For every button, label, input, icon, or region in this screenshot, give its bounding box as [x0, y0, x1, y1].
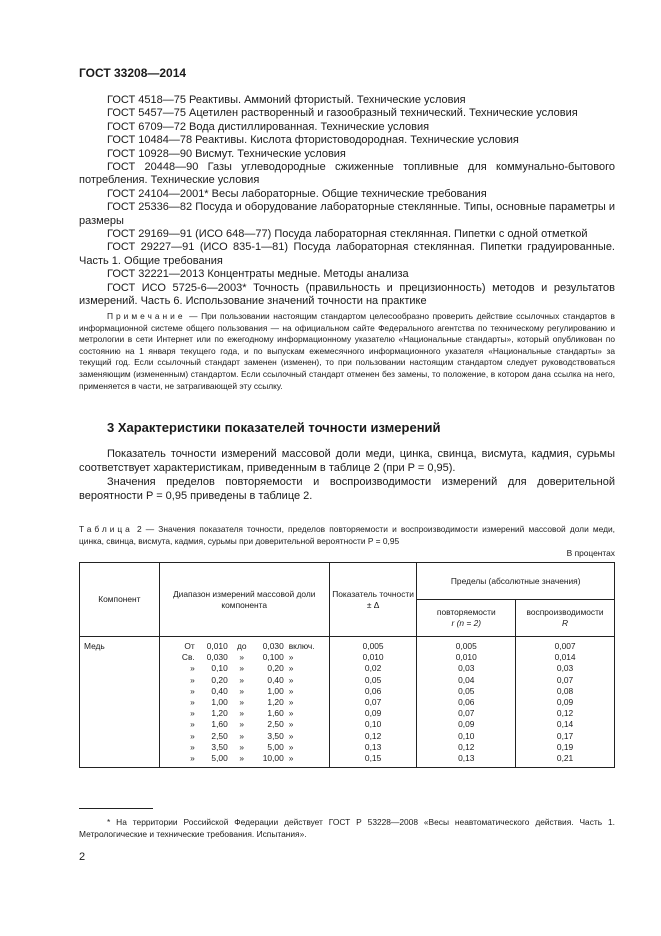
range-row	[160, 641, 329, 652]
range-part: »	[190, 730, 195, 741]
range-part: »	[239, 719, 245, 730]
range-part: 1,00	[267, 685, 284, 696]
accuracy-value: 0,15	[364, 753, 382, 764]
header-reproducibility	[516, 600, 615, 637]
note-label: Примечание	[107, 311, 186, 321]
range-row	[160, 675, 329, 686]
range-part: 0,20	[211, 674, 228, 685]
accuracy-value: 0,010	[362, 652, 384, 663]
reproducibility-value: 0,09	[556, 697, 574, 708]
range-part: »	[239, 753, 245, 764]
accuracy-value: 0,12	[364, 730, 382, 741]
range-part: »	[288, 753, 294, 764]
reference-item: ГОСТ ИСО 5725-6—2003* Точность (правильность и прецизионность) методов и результатов измерений. Часть 6. Использование значений точности на практике	[79, 281, 615, 308]
range-part: 3,50	[211, 741, 228, 752]
range-part: »	[239, 697, 245, 708]
accuracy-value: 0,02	[364, 663, 382, 674]
accuracy-value: 0,005	[362, 641, 384, 651]
range-row	[160, 697, 329, 708]
accuracy-column	[329, 637, 417, 768]
reference-item: ГОСТ 5457—75 Ацетилен растворенный и газообразный технический. Технические условия	[107, 107, 578, 120]
component-cell: Медь	[80, 637, 160, 768]
repeatability-value: 0,03	[458, 663, 475, 674]
range-part: 0,40	[211, 685, 228, 696]
range-part: 3,50	[267, 730, 284, 741]
range-part: 2,50	[211, 730, 228, 741]
reference-item: ГОСТ 29227—91 (ИСО 835-1—81) Посуда лабораторная стеклянная. Пипетки градуированные. Часть 1. Общие требования	[79, 241, 615, 267]
accuracy-table	[79, 562, 615, 768]
range-row	[160, 742, 329, 753]
range-row	[160, 652, 329, 663]
reproducibility-value: 0,07	[556, 674, 574, 685]
accuracy-value: 0,09	[364, 708, 382, 719]
range-part: 2,50	[267, 719, 284, 730]
reference-item: ГОСТ 20448—90 Газы углеводородные сжиженные топливные для коммунально-бытового потребления. Технические условия	[79, 161, 615, 187]
header-limits: Пределы (абсолютные значения)	[417, 563, 615, 600]
reference-item: ГОСТ 32221—2013 Концентраты медные. Методы анализа	[107, 268, 409, 281]
range-part: 10,00	[262, 753, 284, 764]
range-part: 0,030	[262, 641, 284, 651]
range-part: 0,40	[267, 674, 284, 685]
repeatability-value: 0,12	[458, 741, 475, 752]
reference-item: ГОСТ 25336—82 Посуда и оборудование лабораторные стеклянные. Типы, основные параметры и размеры	[79, 201, 615, 227]
range-part: »	[239, 708, 245, 719]
range-row	[160, 663, 329, 674]
accuracy-value: 0,10	[364, 719, 382, 730]
range-part: »	[288, 719, 294, 730]
references-list	[79, 94, 615, 309]
range-part: 0,010	[206, 641, 228, 651]
range-part: »	[239, 663, 245, 674]
accuracy-value: 0,13	[364, 741, 382, 752]
note-text: — При пользовании настоящим стандартом целесообразно проверить действие ссылочных стандартов в информационной системе общего пользования — на официальном сайте Федерального агентства по техническому регулированию и метрологии в сети Интернет или по ежегодному информационному указателю «Национальные стандарты», который опубликован по состоянию на 1 января текущего года, и по выпускам ежемесячного информационного указателя «Национальные стандарты» за текущий год. Если ссылочный стандарт заменен (изменен), то при пользовании настоящим стандартом следует руководствоваться заменяющим (измененным) стандартом. Если ссылочный стандарт отменен без замены, то положение, в котором дана ссылка на него, применяется в части, не затрагивающей эту ссылку.	[79, 311, 616, 391]
range-part: 0,100	[262, 652, 284, 663]
range-part: до	[236, 641, 247, 651]
repeatability-value: 0,13	[458, 753, 475, 764]
range-part: »	[239, 685, 245, 696]
footnote-divider	[79, 808, 153, 809]
range-part: »	[190, 753, 195, 764]
reproducibility-column	[516, 637, 615, 768]
range-part: »	[288, 663, 294, 674]
reproducibility-value: 0,17	[556, 730, 574, 741]
range-part: 5,00	[267, 741, 284, 752]
range-part: »	[190, 674, 195, 685]
range-part: »	[288, 697, 294, 708]
range-row	[160, 719, 329, 730]
note-paragraph	[79, 311, 615, 392]
section-title: 3 Характеристики показателей точности измерений	[107, 420, 441, 435]
range-part: 1,60	[211, 719, 228, 730]
reproducibility-value: 0,19	[556, 741, 574, 752]
reproducibility-value: 0,08	[556, 685, 574, 696]
header-repeatability-label: повторяемости	[436, 607, 496, 617]
repeatability-value: 0,005	[455, 641, 477, 651]
reference-item: ГОСТ 4518—75 Реактивы. Аммоний фтористый. Технические условия	[107, 94, 466, 106]
header-repeatability-symbol: r (n = 2)	[451, 618, 482, 628]
range-part: »	[239, 741, 245, 752]
accuracy-value: 0,07	[364, 697, 382, 708]
range-part: »	[288, 741, 294, 752]
repeatability-value: 0,10	[458, 730, 475, 741]
range-part: »	[190, 685, 195, 696]
range-part: »	[239, 730, 245, 741]
repeatability-column	[417, 637, 516, 768]
page-number: 2	[79, 851, 86, 863]
range-part: »	[239, 674, 245, 685]
range-row	[160, 731, 329, 742]
range-part: »	[190, 719, 195, 730]
range-part: »	[288, 685, 294, 696]
header-range: Диапазон измерений массовой доли компонента	[159, 563, 329, 637]
accuracy-value: 0,05	[364, 674, 382, 685]
reproducibility-value: 0,14	[556, 719, 574, 730]
range-part: »	[239, 652, 245, 663]
range-part: »	[190, 741, 195, 752]
range-row	[160, 753, 329, 764]
range-row	[160, 708, 329, 719]
header-accuracy: Показатель точности ± Δ	[329, 563, 417, 637]
header-reproducibility-label: воспроизводимости	[526, 607, 604, 617]
footnote: * На территории Российской Федерации действует ГОСТ Р 53228—2008 «Весы неавтоматического действия. Часть 1. Метрологические и технические требования. Испытания».	[79, 817, 615, 839]
range-part: Св.	[181, 652, 195, 663]
repeatability-value: 0,05	[458, 685, 475, 696]
reproducibility-value: 0,014	[554, 652, 576, 663]
range-part: От	[184, 641, 195, 651]
range-part: 1,60	[267, 708, 284, 719]
range-row	[160, 686, 329, 697]
reference-item: ГОСТ 6709—72 Вода дистиллированная. Технические условия	[107, 120, 430, 133]
range-part: »	[190, 708, 195, 719]
range-part: 1,20	[267, 697, 284, 708]
reproducibility-value: 0,21	[556, 753, 574, 764]
range-part: 0,20	[267, 663, 284, 674]
accuracy-value: 0,06	[364, 685, 382, 696]
table-caption	[79, 524, 615, 547]
range-part: 0,10	[211, 663, 228, 674]
header-component: Компонент	[80, 563, 160, 637]
range-part: включ.	[288, 641, 315, 651]
repeatability-value: 0,09	[458, 719, 475, 730]
reproducibility-value: 0,12	[556, 708, 574, 719]
range-part: 5,00	[211, 753, 228, 764]
reference-item: ГОСТ 24104—2001* Весы лабораторные. Общие технические требования	[107, 187, 487, 200]
reproducibility-value: 0,03	[556, 663, 574, 674]
range-part: 1,20	[211, 708, 228, 719]
table-caption-text: 2 — Значения показателя точности, пределов повторяемости и воспроизводимости измерений массовой доли меди, цинка, свинца, висмута, кадмия, сурьмы при доверительной вероятности P = 0,95	[79, 524, 616, 546]
range-part: »	[288, 730, 294, 741]
range-part: »	[190, 697, 195, 708]
repeatability-value: 0,04	[458, 674, 475, 685]
repeatability-value: 0,06	[458, 697, 475, 708]
range-part: »	[288, 708, 294, 719]
reference-item: ГОСТ 29169—91 (ИСО 648—77) Посуда лабораторная стеклянная. Пипетки с одной отметкой	[107, 228, 588, 241]
reference-item: ГОСТ 10484—78 Реактивы. Кислота фтористоводородная. Технические условия	[107, 134, 519, 147]
header-reproducibility-symbol: R	[562, 618, 569, 628]
repeatability-value: 0,07	[458, 708, 475, 719]
section-paragraph-2: Значения пределов повторяемости и воспроизводимости измерений для доверительной вероятности P = 0,95 приведены в таблице 2.	[79, 476, 615, 502]
repeatability-value: 0,010	[455, 652, 477, 663]
range-part: 0,030	[206, 652, 228, 663]
range-column	[159, 637, 329, 768]
reproducibility-value: 0,007	[554, 641, 576, 651]
table-unit: В процентах	[566, 548, 615, 558]
range-part: »	[288, 652, 294, 663]
reference-item: ГОСТ 10928—90 Висмут. Технические условия	[107, 147, 346, 160]
range-part: »	[190, 663, 195, 674]
section-paragraph-1: Показатель точности измерений массовой доли меди, цинка, свинца, висмута, кадмия, сурьмы соответствует характеристикам, приведенным в таблице 2 (при P = 0,95).	[79, 448, 615, 474]
header-repeatability	[417, 600, 516, 637]
range-part: 1,00	[211, 697, 228, 708]
range-part: »	[288, 674, 294, 685]
table-caption-label: Таблица	[79, 524, 133, 534]
document-header: ГОСТ 33208—2014	[79, 66, 187, 80]
